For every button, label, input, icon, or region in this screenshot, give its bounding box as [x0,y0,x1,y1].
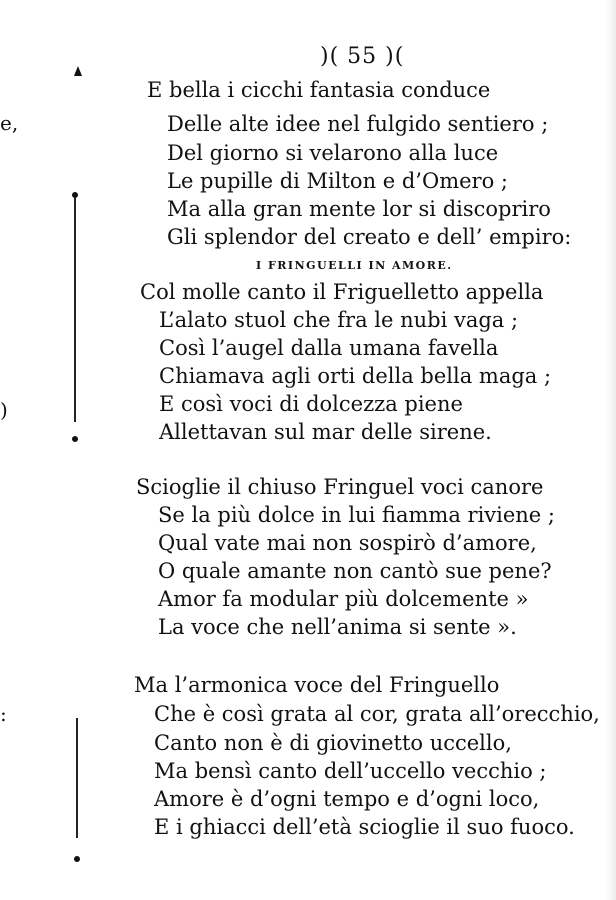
poem-line: Chiamava agli orti della bella maga ; [159,364,552,388]
page-number: )( 55 )( [320,44,405,69]
poem-line: Gli splendor del creato e dell’ empiro: [167,225,572,249]
margin-dot-3 [74,856,80,862]
margin-dot-2 [72,436,78,442]
poem-line: Scioglie il chiuso Fringuel voci canore [136,475,544,499]
poem-line: Che è così grata al cor, grata all’orecchio, [154,702,600,726]
page-edge-shadow [606,0,616,900]
poem-line: Amore è d’ogni tempo e d’ogni loco, [154,787,540,811]
poem-line: Ma l’armonica voce del Fringuello [134,673,500,697]
section-title: I FRINGUELLI IN AMORE. [256,259,453,272]
margin-rule-lower [76,718,78,838]
left-edge-mark-top: e, [0,111,19,135]
poem-line: Le pupille di Milton e d’Omero ; [167,169,508,193]
poem-line: Ma bensì canto dell’uccello vecchio ; [154,759,547,783]
poem-line: E i ghiacci dell’età scioglie il suo fuoco. [154,815,575,839]
poem-line: O quale amante non cantò sue pene? [158,559,552,583]
poem-line: Qual vate mai non sospirò d’amore, [158,531,537,555]
poem-line: Col molle canto il Friguelletto appella [140,280,544,304]
poem-line: Allettavan sul mar delle sirene. [159,420,492,444]
left-edge-mark-middle: ) [0,398,8,422]
poem-line: Amor fa modular più dolcemente » [158,587,529,611]
poem-line: Delle alte idee nel fulgido sentiero ; [167,112,549,136]
poem-line: Del giorno si velarono alla luce [167,141,499,165]
margin-rule-upper [74,198,76,422]
poem-line: E bella i cicchi fantasia conduce [147,78,491,102]
poem-line: Se la più dolce in lui fiamma riviene ; [158,503,555,527]
poem-line: Così l’augel dalla umana favella [159,336,499,360]
poem-line: Canto non è di giovinetto uccello, [154,731,512,755]
margin-tick-top [74,66,82,76]
left-edge-mark-bottom: : [0,702,7,726]
poem-line: La voce che nell’anima si sente ». [158,615,517,639]
poem-line: E così voci di dolcezza piene [159,392,463,416]
poem-line: Ma alla gran mente lor si discopriro [167,197,551,221]
poem-line: L’alato stuol che fra le nubi vaga ; [159,308,519,332]
